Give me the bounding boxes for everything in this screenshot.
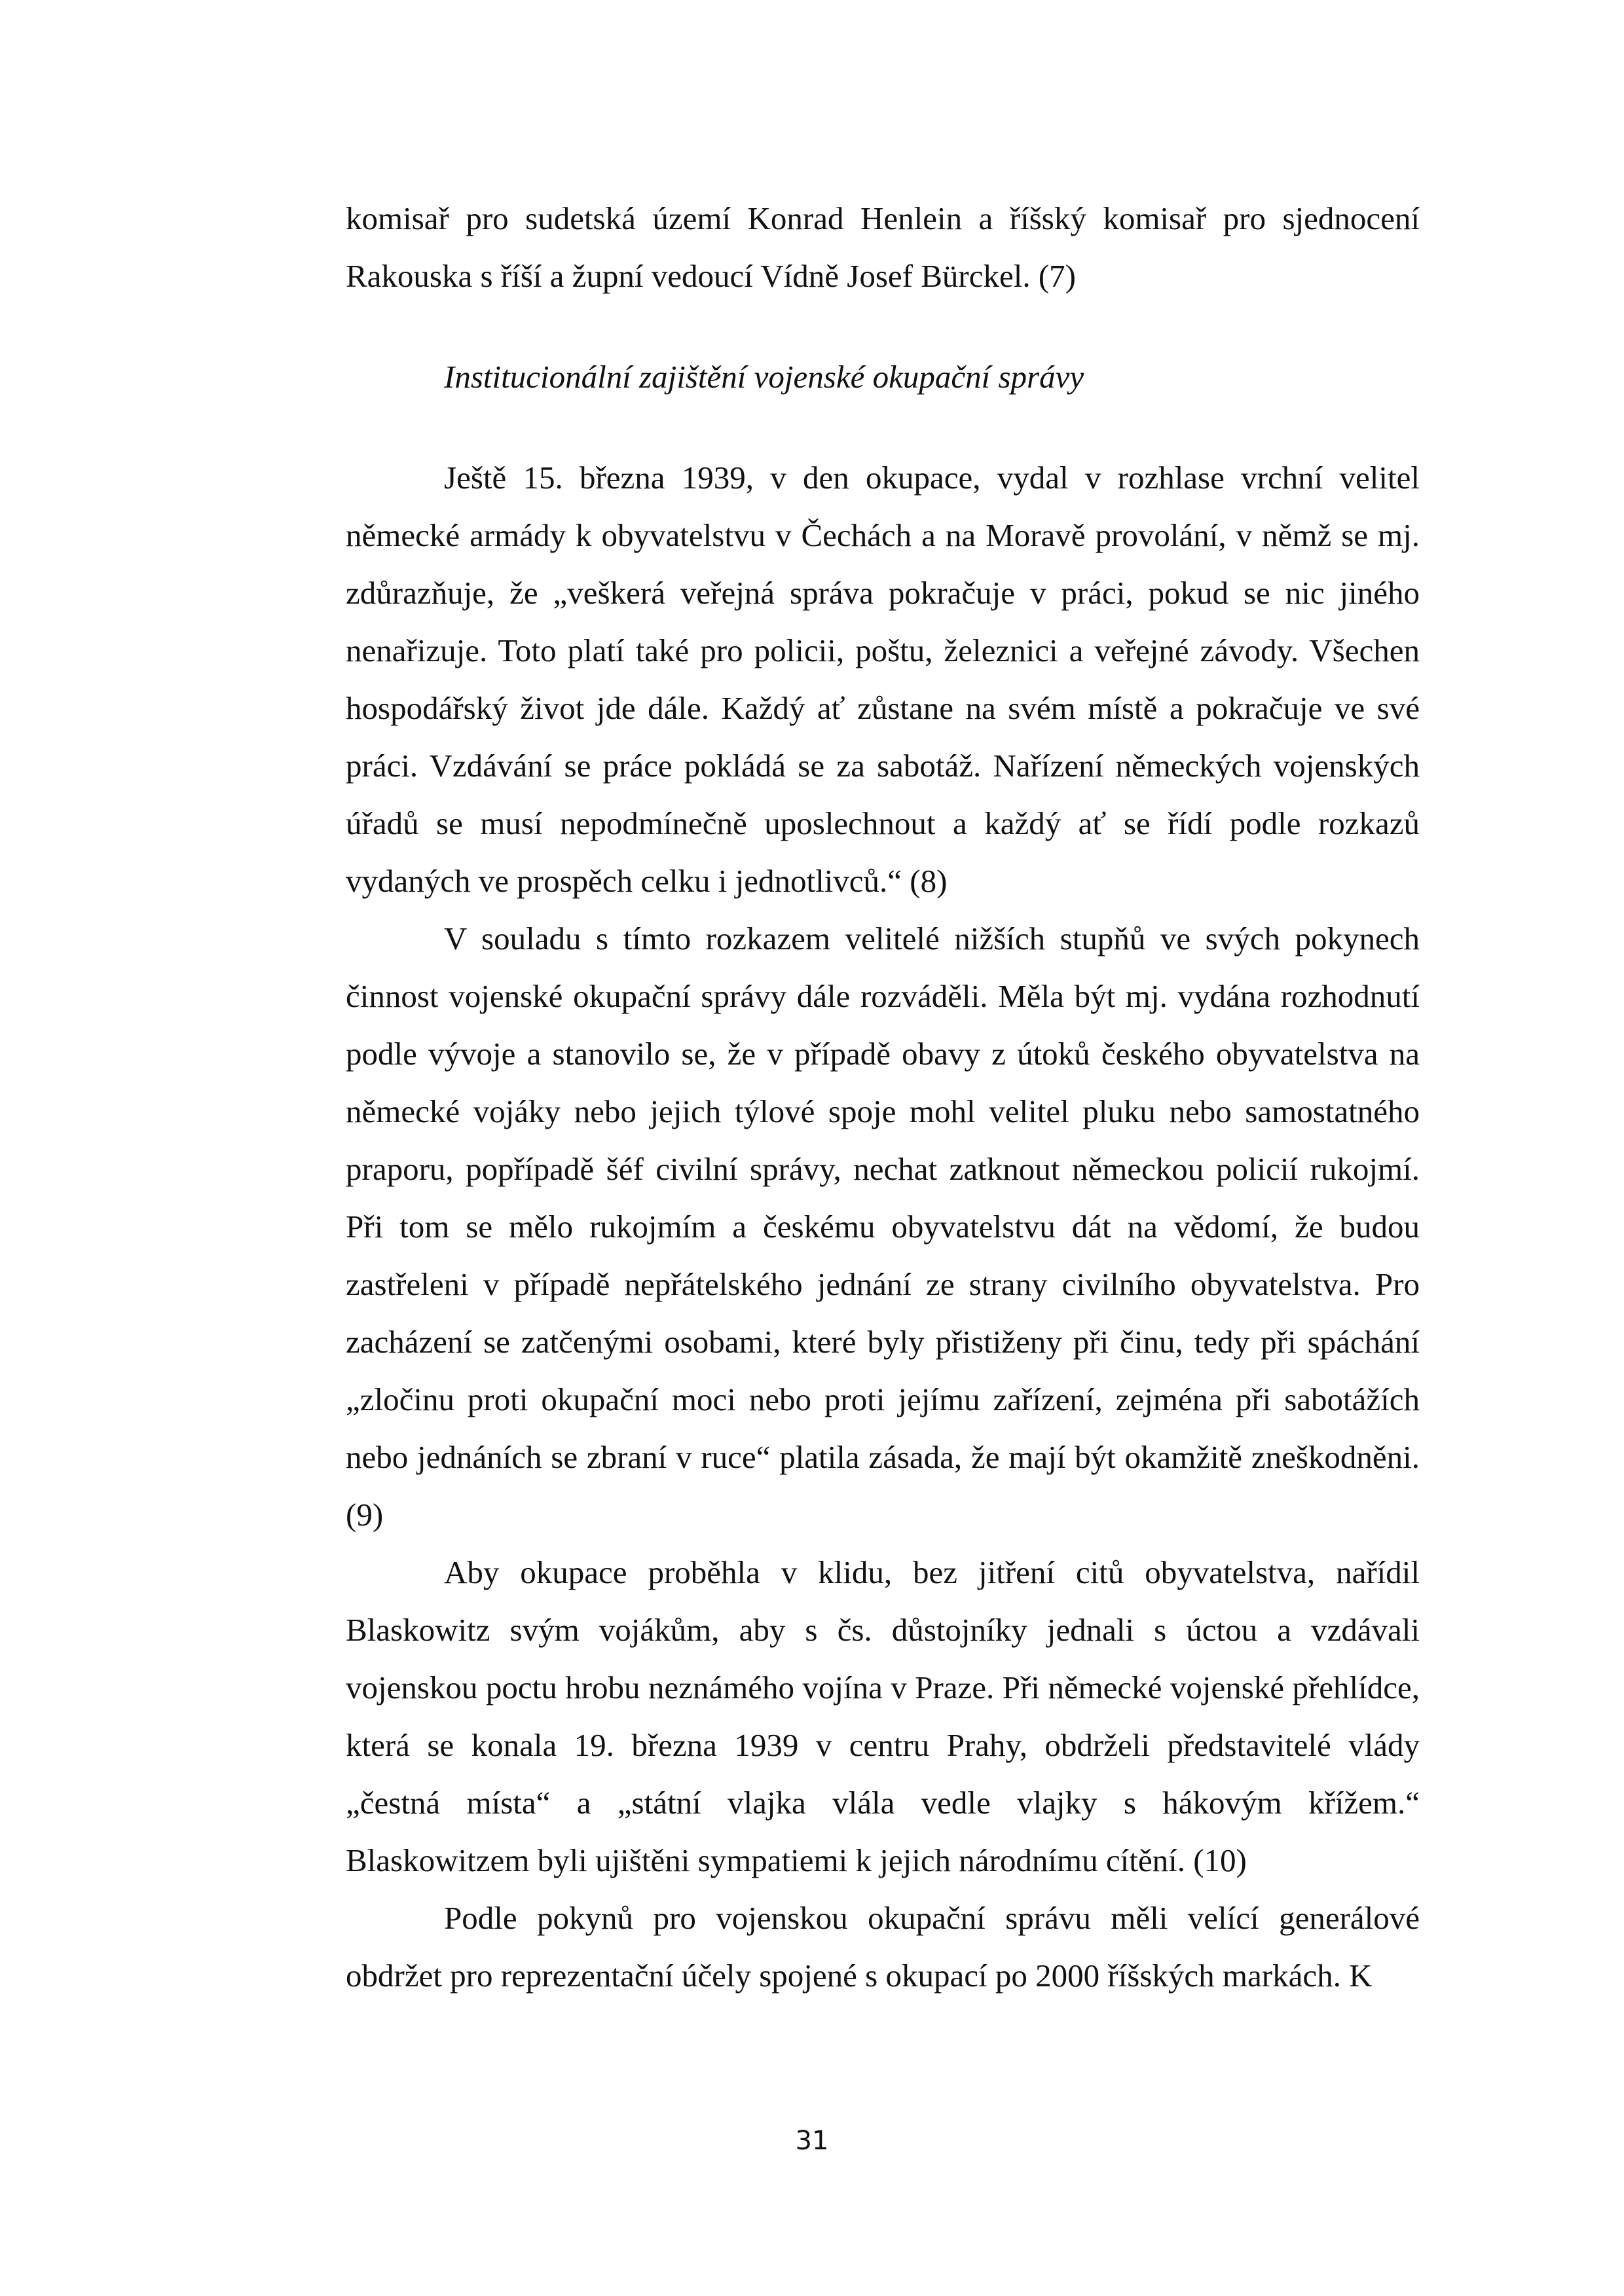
spacer: [346, 305, 1420, 348]
spacer: [346, 406, 1420, 449]
page-number: 31: [795, 2126, 829, 2156]
section-heading: Institucionální zajištění vojenské okupační správy: [444, 359, 1084, 395]
paragraph-3: Aby okupace proběhla v klidu, bez jitření citů obyvatelstva, nařídil Blaskowitz svým vojákům, aby s čs. důstojníky jednali s úctou a vzdávali vojenskou poctu hrobu neznámého vojína v Praze. Při německé vojenské přehlídce, která se konala 19. března 1939 v centru Prahy, obdrželi představitelé vlády „čestná místa“ a „státní vlajka vlála vedle vlajky s hákovým křížem.“ Blaskowitzem byli ujištěni sympatiemi k jejich národnímu cítění. (10): [346, 1554, 1420, 1878]
intro-paragraph: komisař pro sudetská území Konrad Henlein a říšský komisař pro sjednocení Rakouska s říší a župní vedoucí Vídně Josef Bürckel. (7): [346, 200, 1420, 294]
body-text: [346, 190, 1420, 2005]
paragraph-4: Podle pokynů pro vojenskou okupační správu měli velící generálové obdržet pro reprezentační účely spojené s okupací po 2000 říšských markách. K: [346, 1900, 1420, 1994]
paragraph-1: Ještě 15. března 1939, v den okupace, vydal v rozhlase vrchní velitel německé armády k obyvatelstvu v Čechách a na Moravě provolání, v němž se mj. zdůrazňuje, že „veškerá veřejná správa pokračuje v práci, pokud se nic jiného nenařizuje. Toto platí také pro policii, poštu, železnici a veřejné závody. Všechen hospodářský život jde dále. Každý ať zůstane na svém místě a pokračuje ve své práci. Vzdávání se práce pokládá se za sabotáž. Nařízení německých vojenských úřadů se musí nepodmínečně uposlechnout a každý ať se řídí podle rozkazů vydaných ve prospěch celku i jednotlivců.“ (8): [346, 460, 1420, 899]
paragraph-2: V souladu s tímto rozkazem velitelé nižších stupňů ve svých pokynech činnost vojenské okupační správy dále rozváděli. Měla být mj. vydána rozhodnutí podle vývoje a stanovilo se, že v případě obavy z útoků českého obyvatelstva na německé vojáky nebo jejich týlové spoje mohl velitel pluku nebo samostatného praporu, popřípadě šéf civilní správy, nechat zatknout německou policií rukojmí. Při tom se mělo rukojmím a českému obyvatelstvu dát na vědomí, že budou zastřeleni v případě nepřátelského jednání ze strany civilního obyvatelstva. Pro zacházení se zatčenými osobami, které byly přistiženy při činu, tedy při spáchání „zločinu proti okupační moci nebo proti jejímu zařízení, zejména při sabotážích nebo jednáních se zbraní v ruce“ platila zásada, že mají být okamžitě zneškodněni. (9): [346, 920, 1420, 1533]
